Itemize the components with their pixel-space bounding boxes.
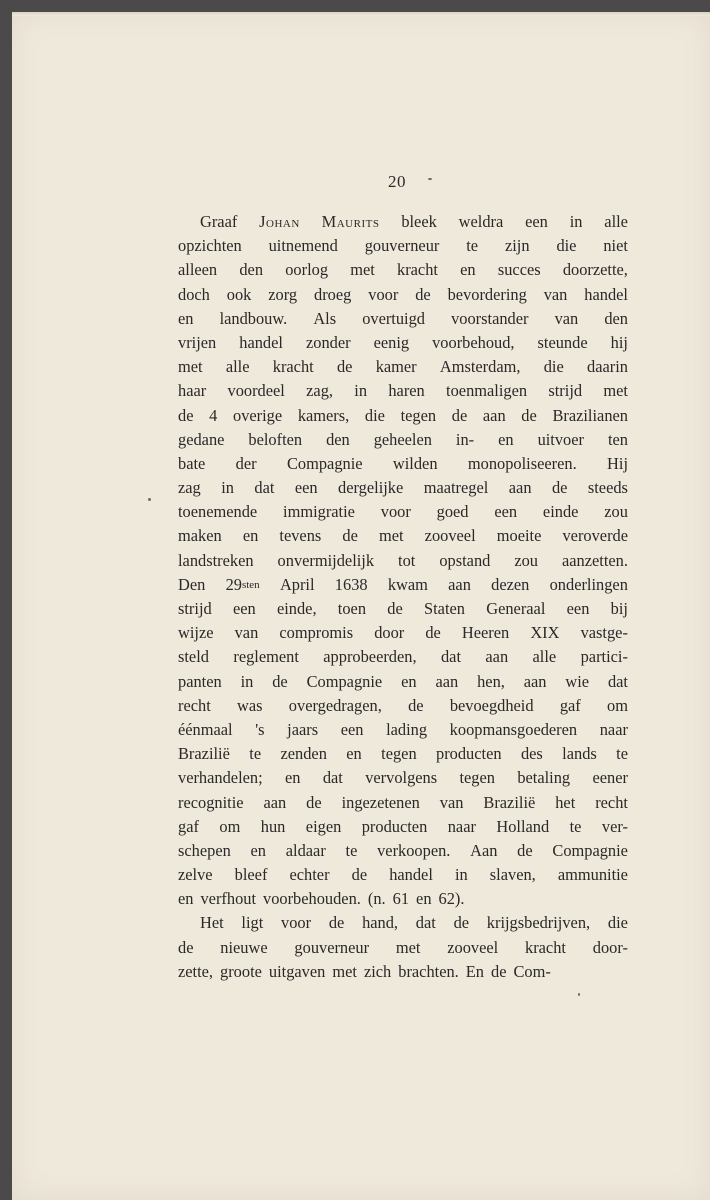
text-line: zette, groote uitgaven met zich brachten. En de Com- [178,961,551,981]
paper-speck [148,498,151,501]
text-line: zag in dat een dergelijke maatregel aan de steeds [178,478,628,498]
text-line: maken en tevens de met zooveel moeite veroverde [178,526,628,546]
text-line: recht was overgedragen, de bevoegdheid gaf om [178,695,628,715]
body-text [178,210,628,984]
text-line: alleen den oorlog met kracht en succes doorzette, [178,260,628,280]
text-line: zelve bleef echter de handel in slaven, ammunitie [178,865,628,885]
text-line: Het ligt voor de hand, dat de krijgsbedrijven, die [200,913,628,933]
text-line: de 4 overige kamers, die tegen de aan de Brazilianen [178,405,628,425]
text-line: doch ook zorg droeg voor de bevordering van handel [178,284,628,304]
text-line: schepen en aldaar te verkoopen. Aan de Compagnie [178,840,628,860]
text-line: Den 29sten April 1638 kwam aan dezen onderlingen [178,574,628,594]
text-line: gedane beloften den geheelen in- en uitvoer ten [178,429,628,449]
text-line: met alle kracht de kamer Amsterdam, die daarin [178,357,628,377]
paper-speck [428,178,432,180]
text-line: bate der Compagnie wilden monopoliseeren. Hij [178,453,628,473]
text-line: Brazilië te zenden en tegen producten des lands te [178,744,628,764]
paragraph-container [178,210,628,984]
text-line: en landbouw. Als overtuigd voorstander van den [178,308,628,328]
text-line: éénmaal 's jaars een lading koopmansgoederen naar [178,719,628,739]
text-line: haar voordeel zag, in haren toenmaligen strijd met [178,381,628,401]
text-line: panten in de Compagnie en aan hen, aan wie dat [178,671,628,691]
text-line: verhandelen; en dat vervolgens tegen betaling eener [178,768,628,788]
text-line: recognitie aan de ingezetenen van Brazilië het recht [178,792,628,812]
paragraph [178,210,628,911]
text-line: steld reglement approbeerden, dat aan alle partici- [178,647,628,667]
page-top-edge [12,12,710,16]
paper-speck [578,993,580,996]
text-line: toenemende immigratie voor goed een einde zou [178,502,628,522]
text-line: wijze van compromis door de Heeren XIX vastge- [178,623,628,643]
paragraph [178,911,628,984]
text-line: en verfhout voorbehouden. (n. 61 en 62). [178,889,465,909]
text-line: opzichten uitnemend gouverneur te zijn die niet [178,236,628,256]
page-number: 20 [388,172,406,191]
text-line: vrijen handel zonder eenig voorbehoud, steunde hij [178,332,628,352]
text-line: Graaf Johan Maurits bleek weldra een in alle [200,212,628,231]
text-line: strijd een einde, toen de Staten Generaal een bij [178,599,628,618]
text-line: gaf om hun eigen producten naar Holland te ver- [178,816,628,836]
text-line: landstreken onvermijdelijk tot opstand zou aanzetten. [178,550,628,570]
text-line: de nieuwe gouverneur met zooveel kracht door- [178,937,628,957]
